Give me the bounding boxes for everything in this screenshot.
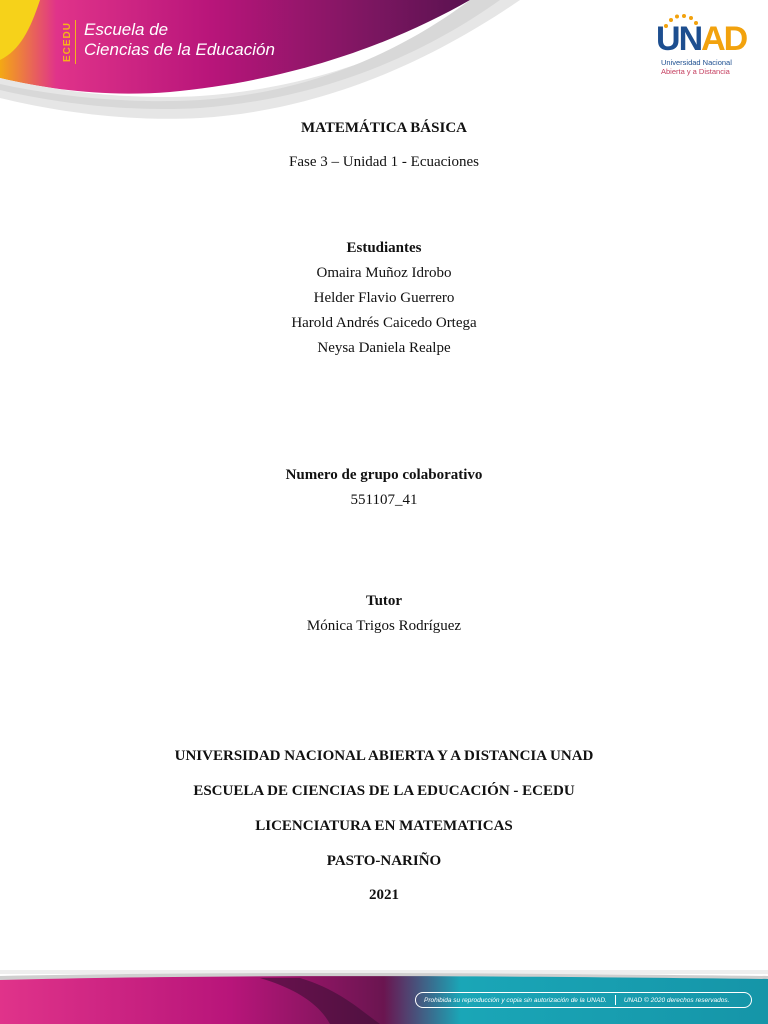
school-name-line1: Escuela de (84, 20, 169, 39)
ecedu-tag: ECEDU (62, 20, 76, 64)
year: 2021 (369, 887, 399, 903)
program-name: LICENCIATURA EN MATEMATICAS (255, 818, 513, 834)
student-name: Harold Andrés Caicedo Ortega (291, 315, 477, 331)
footer-notice-text: Prohibida su reproducción y copia sin autorización de la UNAD. (424, 996, 607, 1004)
footer-notice (415, 992, 752, 1008)
course-title: MATEMÁTICA BÁSICA (301, 120, 467, 136)
school-line: ESCUELA DE CIENCIAS DE LA EDUCACIÓN - ECEDU (193, 783, 575, 799)
student-name: Helder Flavio Guerrero (313, 290, 455, 306)
school-name (84, 20, 275, 60)
city-name: PASTO-NARIÑO (326, 853, 442, 869)
unad-wordmark: UNAD (656, 20, 747, 58)
footer-copyright: UNAD © 2020 derechos reservados. (623, 996, 730, 1004)
unad-logo (656, 14, 747, 84)
tutor-name: Mónica Trigos Rodríguez (306, 618, 462, 634)
group-number: 551107_41 (350, 492, 418, 508)
school-brand (62, 20, 275, 64)
student-name: Omaira Muñoz Idrobo (316, 265, 452, 281)
university-name: UNIVERSIDAD NACIONAL ABIERTA Y A DISTANCIA UNAD (174, 748, 594, 764)
tutor-heading: Tutor (365, 593, 403, 609)
students-heading: Estudiantes (346, 240, 422, 256)
unad-subtitle: Universidad Nacional Abierta y a Distancia (661, 58, 732, 76)
phase-subtitle: Fase 3 – Unidad 1 - Ecuaciones (289, 154, 479, 170)
group-heading: Numero de grupo colaborativo (285, 467, 483, 483)
student-name: Neysa Daniela Realpe (317, 340, 451, 356)
school-name-line2: Ciencias de la Educación (84, 40, 275, 59)
